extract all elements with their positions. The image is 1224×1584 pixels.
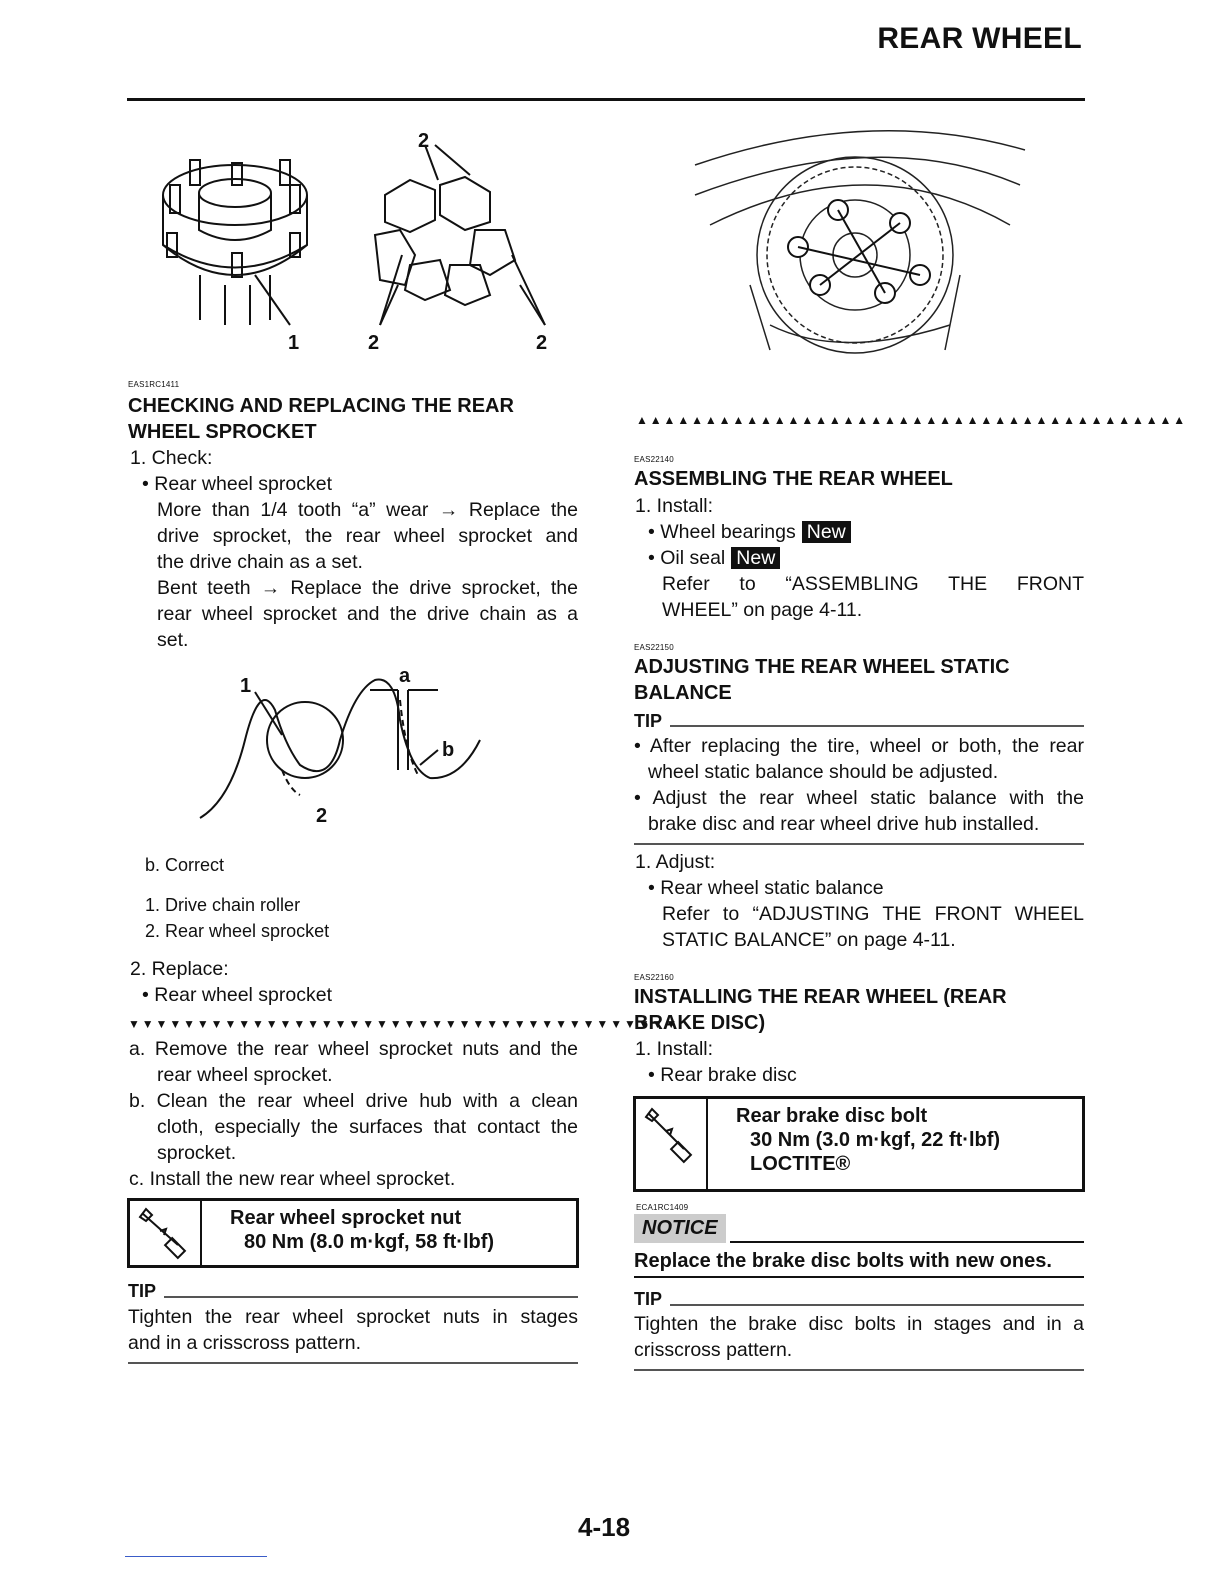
tip-rule [164,1296,578,1298]
bullet-text: • Rear wheel static balance [648,877,884,899]
tip-text: Tighten the brake disc bolts in stages and in a [634,1313,1084,1335]
torque-value: 30 Nm (3.0 m·kgf, 22 ft·lbf) [750,1129,1001,1151]
hub-figure-label: 2 [418,130,430,152]
step-text: 1. Install: [635,1038,714,1060]
hub-figure-label: 2 [368,332,380,354]
body-text: drive sprocket, the rear wheel sprocket and [157,525,578,547]
section-code: EAS22150 [634,643,674,652]
reference-text: STATIC BALANCE” on page 4-11. [662,929,956,951]
header-rule [127,98,1085,101]
tip-label: TIP [128,1281,157,1301]
step-text: 2. Replace: [130,958,229,980]
figure-caption: b. Correct [145,855,225,875]
torque-value: 80 Nm (8.0 m·kgf, 58 ft·lbf) [244,1231,495,1253]
tip-text: brake disc and rear wheel drive hub installed. [648,813,1040,835]
bullet-label: • Wheel bearings [648,521,796,543]
page-number: 4-18 [578,1512,631,1542]
torque-spec-box [633,1096,1085,1192]
sub-step-text: sprocket. [157,1142,237,1164]
bullet-text: • Rear brake disc [648,1064,797,1086]
torque-title: Rear wheel sprocket nut [230,1207,462,1229]
tip-text: • Adjust the rear wheel static balance with the [634,787,1084,809]
step-text: 1. Check: [130,447,213,469]
hub-figure-label: 1 [288,332,300,354]
torque-title: Rear brake disc bolt [736,1105,928,1127]
section-heading: BALANCE [634,682,732,704]
sub-step-text: c. Install the new rear wheel sprocket. [129,1168,456,1190]
figure-legend: 2. Rear wheel sprocket [145,921,330,941]
new-badge: New [731,547,780,569]
new-badge: New [802,521,851,543]
link-underline[interactable] [125,1556,267,1557]
bullet-label: • Oil seal [648,547,726,569]
section-code: EAS22140 [634,455,674,464]
body-text: set. [157,629,189,651]
reference-text: Refer to “ADJUSTING THE FRONT WHEEL [662,903,1084,925]
section-code: EAS22160 [634,973,674,982]
reference-text: Refer to “ASSEMBLING THE FRONT [662,573,1084,595]
notice-end-rule [634,1276,1084,1278]
tip-text: Tighten the rear wheel sprocket nuts in stages [128,1306,578,1328]
section-heading: ADJUSTING THE REAR WHEEL STATIC [634,656,1010,678]
tip-rule [670,1304,1084,1306]
section-heading: ASSEMBLING THE REAR WHEEL [634,468,953,490]
step-text: 1. Adjust: [635,851,716,873]
tip-end-rule [634,1369,1084,1371]
page-title: REAR WHEEL [877,22,1082,55]
hub-damper-illustration [140,125,580,355]
tip-label: TIP [634,1289,663,1309]
roller-figure-label: a [399,665,411,687]
roller-figure-label: 1 [240,675,252,697]
bullet-text: • Rear wheel sprocket [142,473,332,495]
body-text: Bent teeth → Replace the drive sprocket, the [157,577,578,599]
sprocket-crisscross-illustration [690,125,1090,360]
sub-step-text: rear wheel sprocket. [157,1064,333,1086]
section-heading: INSTALLING THE REAR WHEEL (REAR [634,986,1007,1008]
section-heading: BRAKE DISC) [634,1012,766,1034]
section-heading: CHECKING AND REPLACING THE REAR [128,395,514,417]
tip-end-rule [128,1362,578,1364]
notice-text: Replace the brake disc bolts with new ones. [634,1250,1052,1272]
section-heading: WHEEL SPROCKET [128,421,317,443]
procedure-start-marker: ▼▼▼▼▼▼▼▼▼▼▼▼▼▼▼▼▼▼▼▼▼▼▼▼▼▼▼▼▼▼▼▼▼▼▼▼▼▼▼▼ [128,1017,680,1031]
body-text: More than 1/4 tooth “a” wear → Replace the [157,499,578,521]
hub-figure-label: 2 [536,332,548,354]
tip-text: • After replacing the tire, wheel or both, the rear [634,735,1084,757]
bullet-text: • Rear wheel sprocket [142,984,332,1006]
roller-figure-label: b [442,739,455,761]
tip-text: wheel static balance should be adjusted. [648,761,999,783]
bullet-text [648,545,780,571]
tip-end-rule [634,843,1084,845]
sub-step-text: b. Clean the rear wheel drive hub with a clean [129,1090,578,1112]
figure-legend: 1. Drive chain roller [145,895,301,915]
notice-label: NOTICE [634,1214,726,1243]
sub-step-text: a. Remove the rear wheel sprocket nuts and the [129,1038,578,1060]
roller-wear-illustration [190,660,490,830]
torque-wrench-icon [130,1201,202,1265]
bullet-text [648,519,851,545]
sub-step-text: cloth, especially the surfaces that contact the [157,1116,578,1138]
body-text: the drive chain as a set. [157,551,363,573]
tip-label: TIP [634,711,663,731]
step-text: 1. Install: [635,495,714,517]
threadlock-spec: LOCTITE® [750,1153,851,1175]
tip-rule [670,725,1084,727]
notice-code: ECA1RC1409 [636,1203,689,1212]
tip-text: crisscross pattern. [634,1339,793,1361]
procedure-end-marker: ▲▲▲▲▲▲▲▲▲▲▲▲▲▲▲▲▲▲▲▲▲▲▲▲▲▲▲▲▲▲▲▲▲▲▲▲▲▲▲▲ [636,413,1188,427]
section-code: EAS1RC1411 [128,380,180,389]
roller-figure-label: 2 [316,805,328,827]
tip-text: and in a crisscross pattern. [128,1332,362,1354]
torque-wrench-icon [636,1099,708,1189]
torque-spec-box [127,1198,579,1268]
notice-rule [730,1241,1084,1243]
body-text: rear wheel sprocket and the drive chain as a [157,603,578,625]
reference-text: WHEEL” on page 4-11. [662,599,863,621]
